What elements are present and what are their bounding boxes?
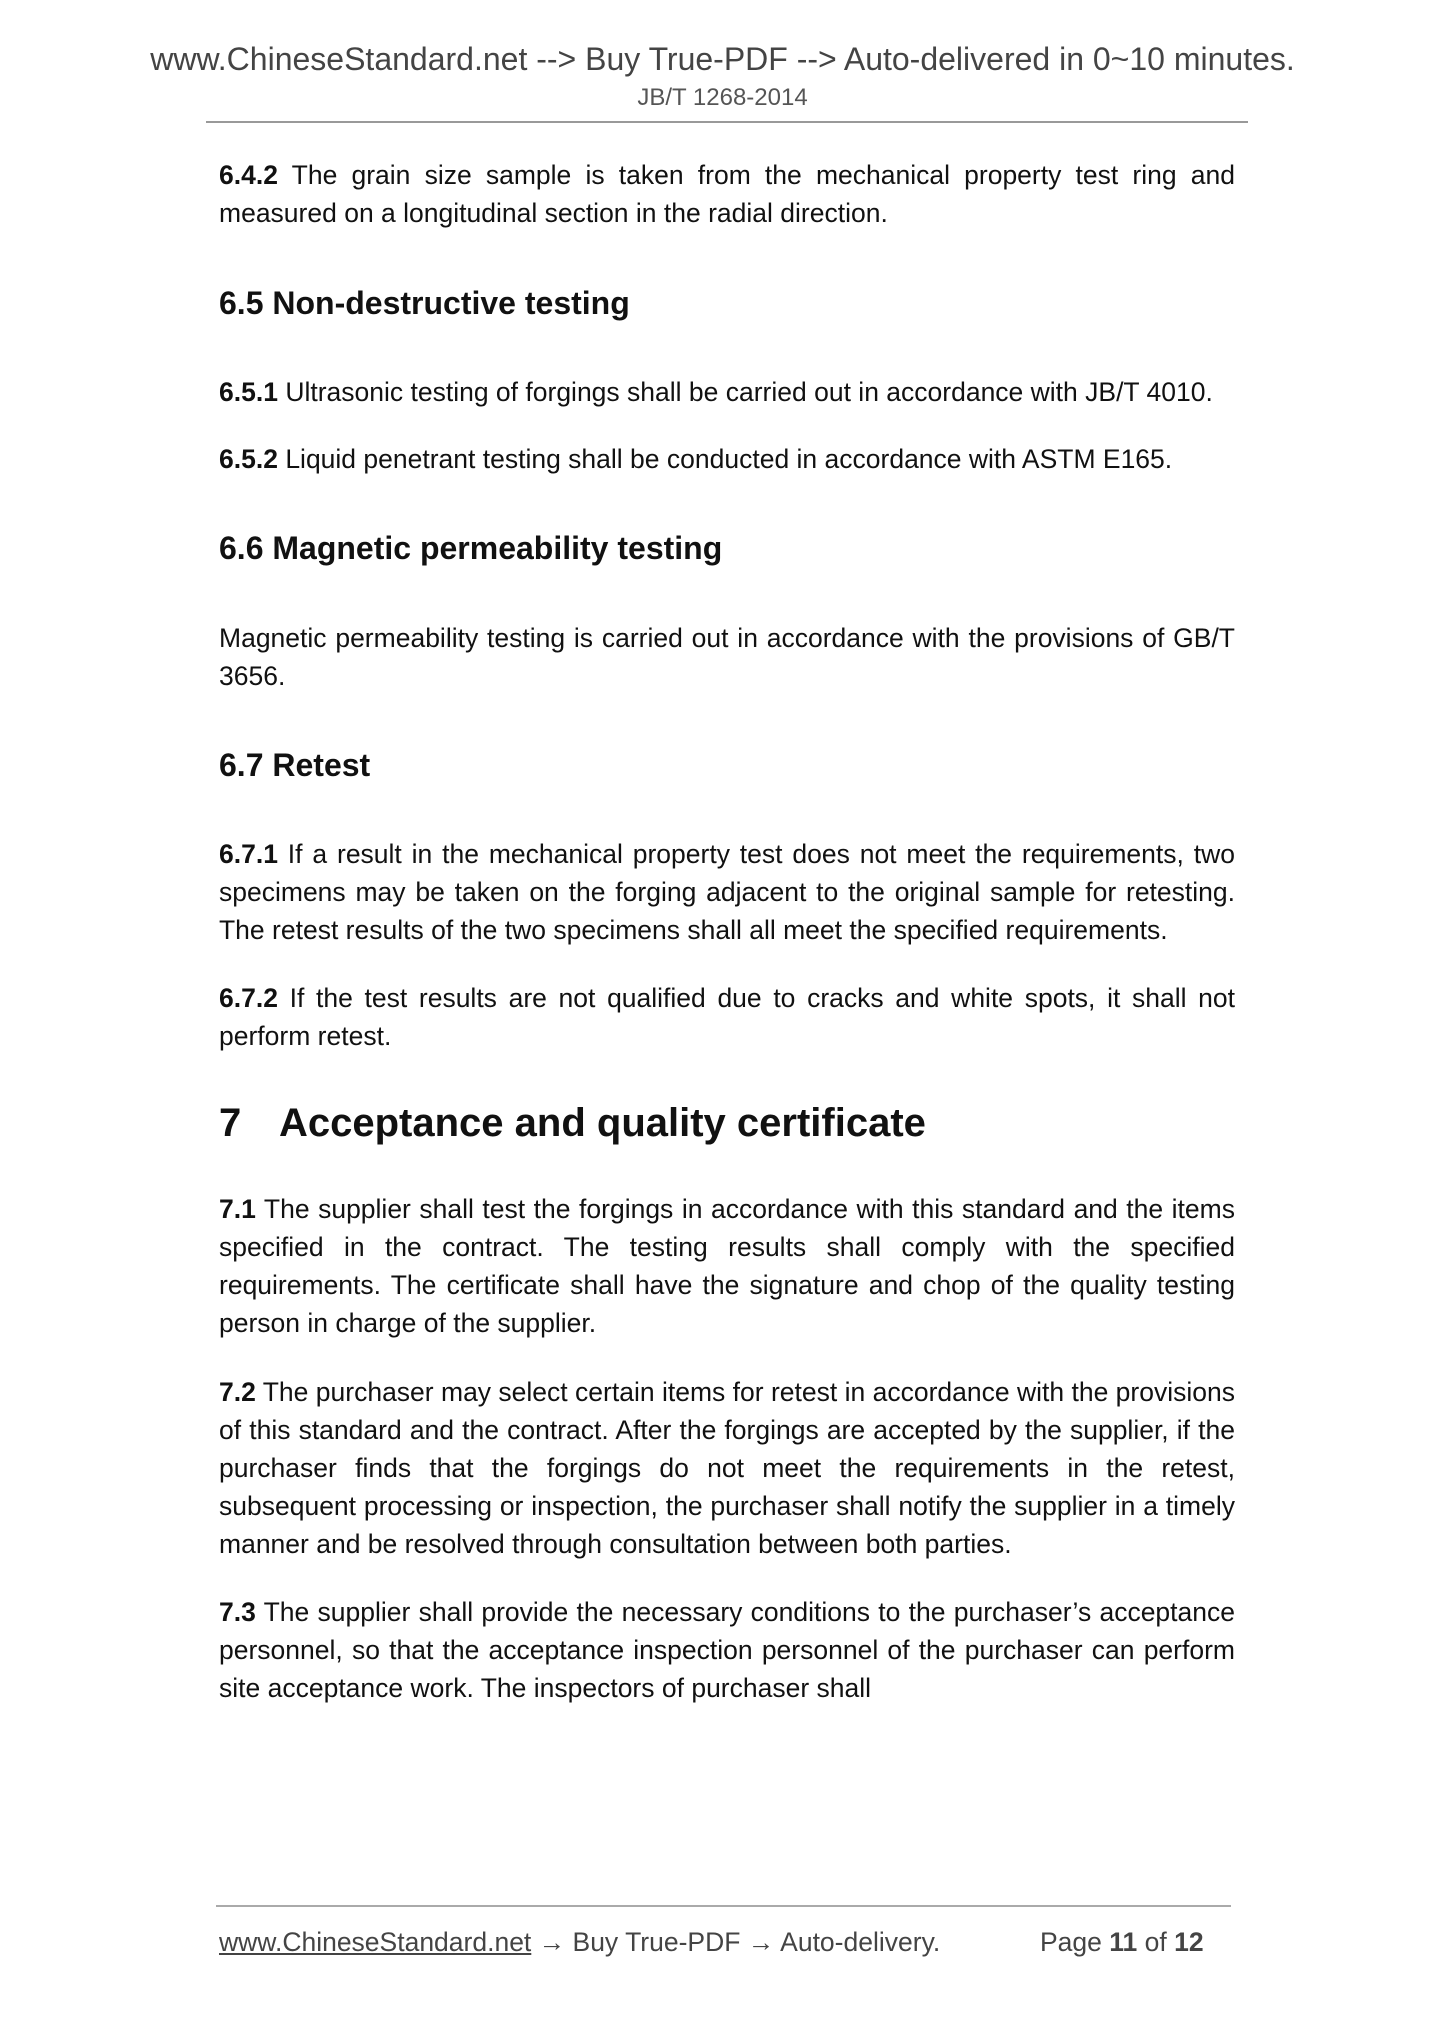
heading-7: 7 Acceptance and quality certificate bbox=[219, 1101, 926, 1145]
clause-6-5-1: 6.5.1 Ultrasonic testing of forgings shall be carried out in accordance with JB/T 4010. bbox=[219, 377, 1213, 407]
footer-divider bbox=[216, 1905, 1231, 1907]
header-divider bbox=[206, 121, 1248, 123]
clause-7-1: 7.1 The supplier shall test the forgings in accordance with this standard and the items specified in the contract. The testing results shall comply with the specified requirements. The certificate shall have the signature and chop of the quality testing person in charge of the supplier. bbox=[219, 1194, 1235, 1338]
footer-text: www.ChineseStandard.net → Buy True-PDF → Auto-delivery. bbox=[219, 1927, 941, 1957]
heading-6-6: 6.6 Magnetic permeability testing bbox=[219, 530, 723, 566]
page-number: Page 11 of 12 bbox=[1040, 1927, 1204, 1957]
heading-6-7: 6.7 Retest bbox=[219, 747, 371, 783]
document-code: JB/T 1268-2014 bbox=[637, 84, 808, 111]
clause-6-7-1: 6.7.1 If a result in the mechanical property test does not meet the requirements, two specimens may be taken on the forging adjacent to the original sample for retesting. The retest results of the two specimens shall all meet the specified requirements. bbox=[219, 839, 1235, 945]
clause-6-5-2: 6.5.2 Liquid penetrant testing shall be conducted in accordance with ASTM E165. bbox=[219, 444, 1173, 474]
heading-6-5: 6.5 Non-destructive testing bbox=[219, 285, 630, 321]
footer-link[interactable]: www.ChineseStandard.net bbox=[219, 1927, 532, 1957]
clause-6-4-2: 6.4.2 The grain size sample is taken from the mechanical property test ring and measured on a longitudinal section in the radial direction. bbox=[219, 160, 1235, 228]
clause-6-7-2: 6.7.2 If the test results are not qualified due to cracks and white spots, it shall not perform retest. bbox=[219, 983, 1235, 1051]
header-banner: www.ChineseStandard.net --> Buy True-PDF --> Auto-delivered in 0~10 minutes. bbox=[150, 41, 1295, 77]
document-body bbox=[219, 156, 1235, 1707]
clause-7-3: 7.3 The supplier shall provide the necessary conditions to the purchaser’s acceptance personnel, so that the acceptance inspection personnel of the purchaser can perform site acceptance work. The inspectors of purchaser shall bbox=[219, 1597, 1235, 1703]
clause-7-2: 7.2 The purchaser may select certain items for retest in accordance with the provisions of this standard and the contract. After the forgings are accepted by the supplier, if the purchaser finds that the forgings do not meet the requirements in the retest, subsequent processing or inspection, the purchaser shall notify the supplier in a timely manner and be resolved through consultation between both parties. bbox=[219, 1377, 1235, 1559]
clause-6-6-text: Magnetic permeability testing is carried out in accordance with the provisions of GB/T 3656. bbox=[219, 623, 1235, 691]
